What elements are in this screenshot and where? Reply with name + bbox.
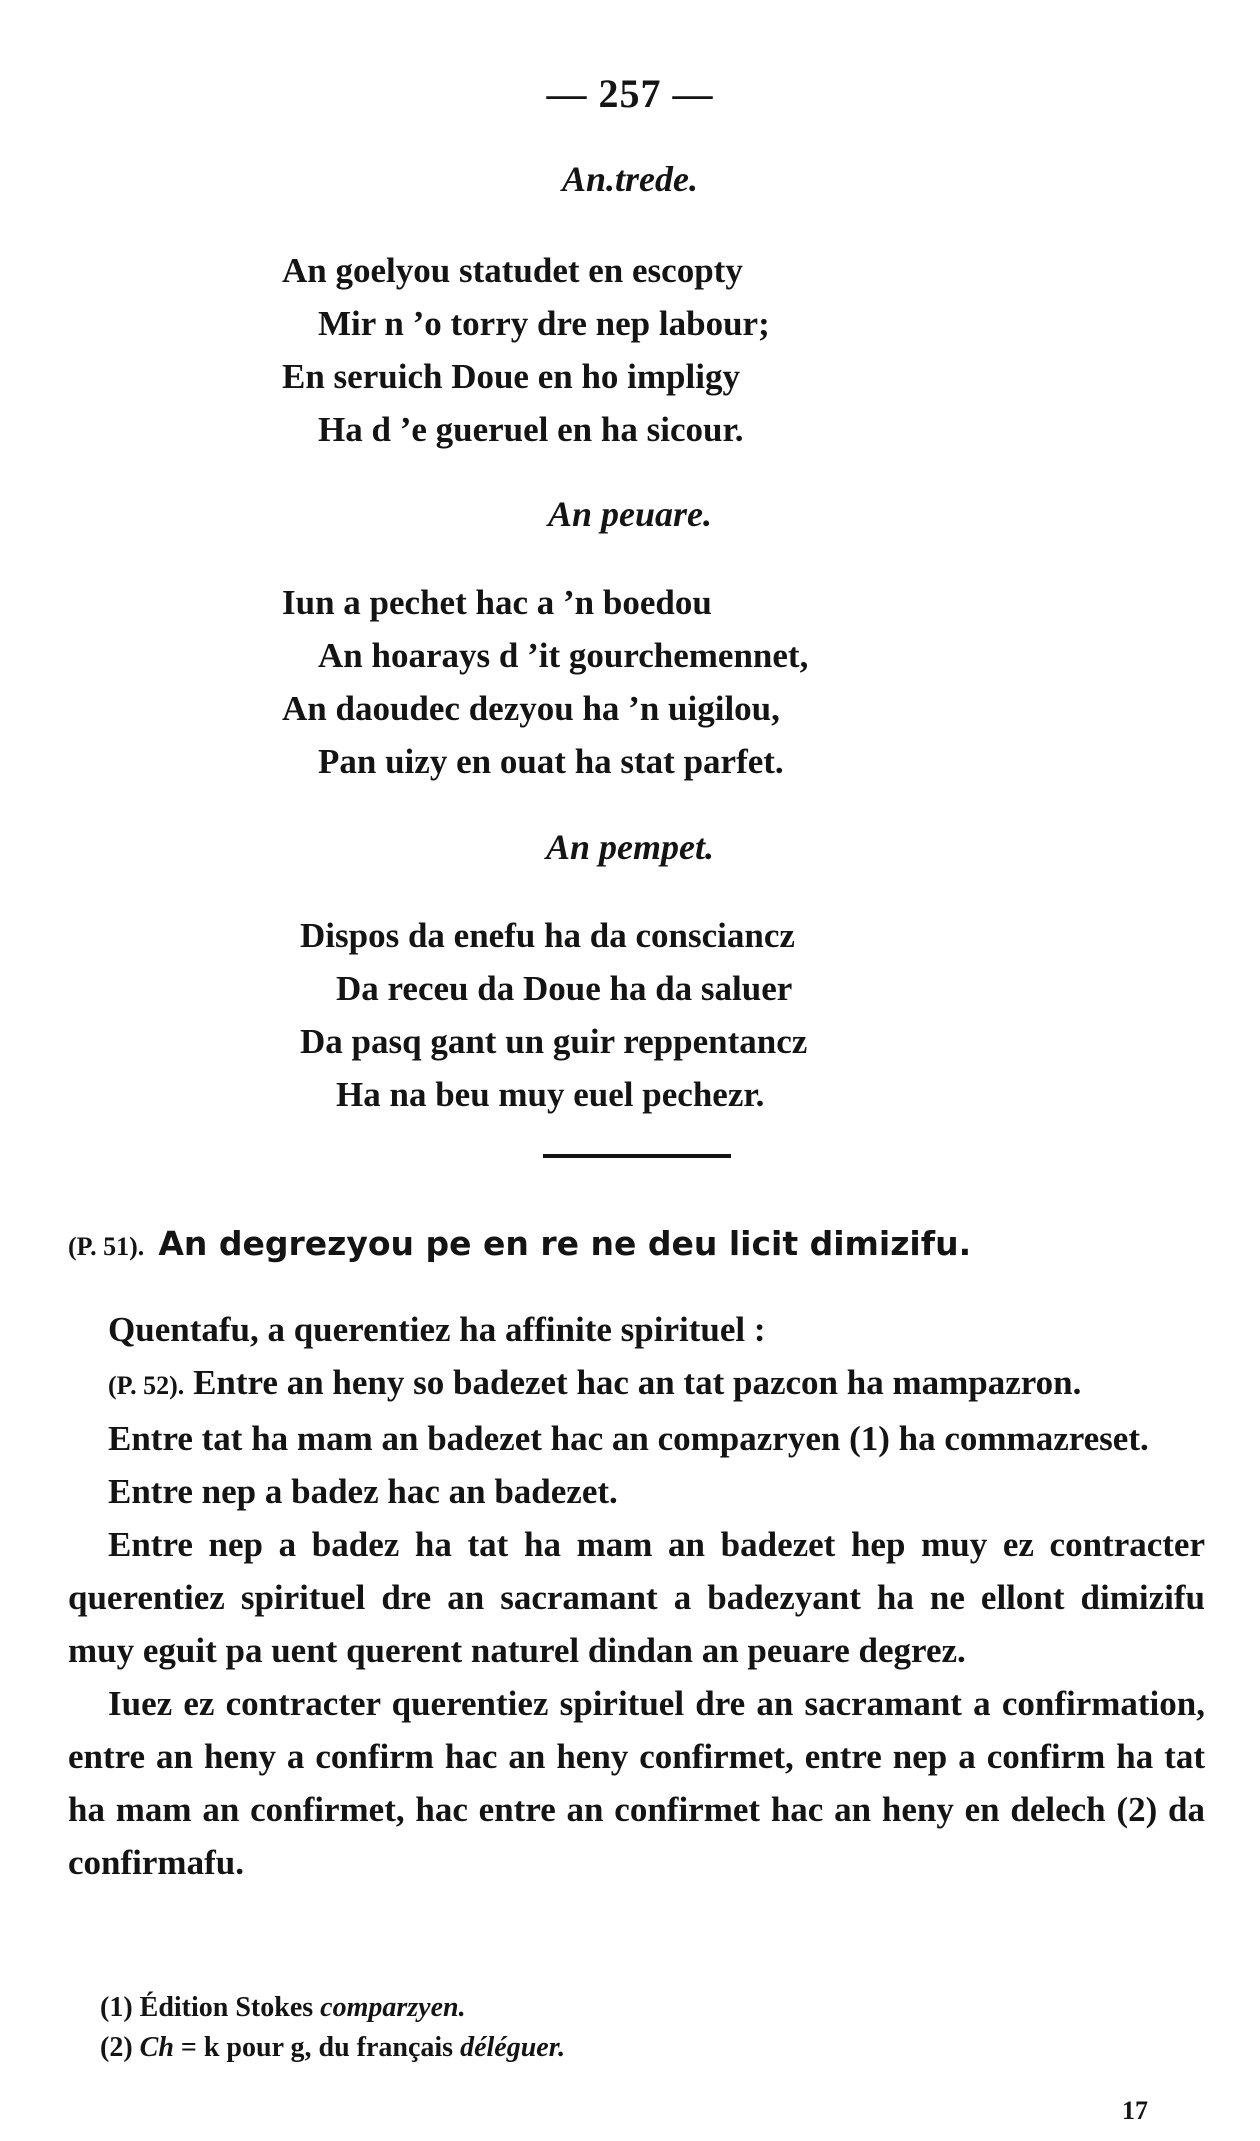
footnote [100, 2028, 565, 2068]
paragraph-text: Entre an heny so badezet hac an tat pazcon ha mampazron. [193, 1363, 1082, 1402]
paragraph: Entre tat ha mam an badezet hac an compazryen (1) ha commazreset. [108, 1419, 1149, 1458]
stanza-title: An.trede. [561, 159, 698, 199]
verse-line: En seruich Doue en ho impligy [282, 357, 740, 396]
paragraph: Iuez ez contracter querentiez spirituel dre an sacramant a confirmation, entre an heny a confirm hac an heny confirmet, entre nep a confirm ha tat ha mam an confirmet, hac entre an confirmet hac an heny en delech (2) da confirmafu. [68, 1684, 1205, 1882]
stanza-title: An peuare. [547, 494, 713, 534]
verse-line: Iun a pechet hac a ’n boedou [282, 583, 712, 622]
footnote-label: (2) [100, 2032, 133, 2063]
signature-mark: 17 [1122, 2096, 1148, 2125]
footnote-text: Édition Stokes [139, 1992, 314, 2023]
paragraph [68, 1356, 1205, 1412]
footnote-emphasis: comparzyen. [320, 1992, 466, 2023]
stanza-title: An pempet. [546, 827, 714, 867]
verse-line: An goelyou statudet en escopty [282, 251, 743, 290]
verse-line: Pan uizy en ouat ha stat parfet. [318, 742, 784, 781]
footnote [100, 1988, 565, 2028]
verse-line: Ha d ’e gueruel en ha sicour. [318, 410, 744, 449]
section-heading [68, 1224, 971, 1263]
footnotes [100, 1988, 565, 2068]
stanza [282, 576, 808, 788]
footnote-emphasis: Ch [139, 2032, 174, 2063]
section-divider [543, 1154, 731, 1158]
verse-line: Da pasq gant un guir reppentancz [300, 1022, 808, 1061]
footnote-text: = k pour g, du français [180, 2032, 454, 2063]
heading-text: An degrezyou pe en re ne deu licit dimizifu. [158, 1224, 972, 1263]
stanza [300, 909, 807, 1121]
paragraph: Entre nep a badez hac an badezet. [108, 1472, 618, 1511]
footnote-emphasis: déléguer. [460, 2032, 566, 2063]
verse-line: Mir n ’o torry dre nep labour; [318, 304, 770, 343]
page-reference: (P. 51). [68, 1232, 145, 1261]
body-text [68, 1303, 1205, 1889]
paragraph: Quentafu, a querentiez ha affinite spirituel : [108, 1310, 766, 1349]
page-reference: (P. 52). [108, 1371, 185, 1400]
verse-line: An hoarays d ’it gourchemennet, [318, 636, 809, 675]
page-number: — 257 — [546, 71, 714, 116]
verse-line: Ha na beu muy euel pechezr. [336, 1075, 765, 1114]
verse-line: Da receu da Doue ha da saluer [336, 969, 793, 1008]
stanza [282, 244, 770, 456]
paragraph: Entre nep a badez ha tat ha mam an badezet hep muy ez contracter querentiez spirituel dre an sacramant a badezyant ha ne ellont dimizifu muy eguit pa uent querent naturel dindan an peuare degrez. [68, 1525, 1205, 1670]
footnote-label: (1) [100, 1992, 133, 2023]
verse-line: An daoudec dezyou ha ’n uigilou, [282, 689, 780, 728]
verse-line: Dispos da enefu ha da consciancz [300, 916, 795, 955]
